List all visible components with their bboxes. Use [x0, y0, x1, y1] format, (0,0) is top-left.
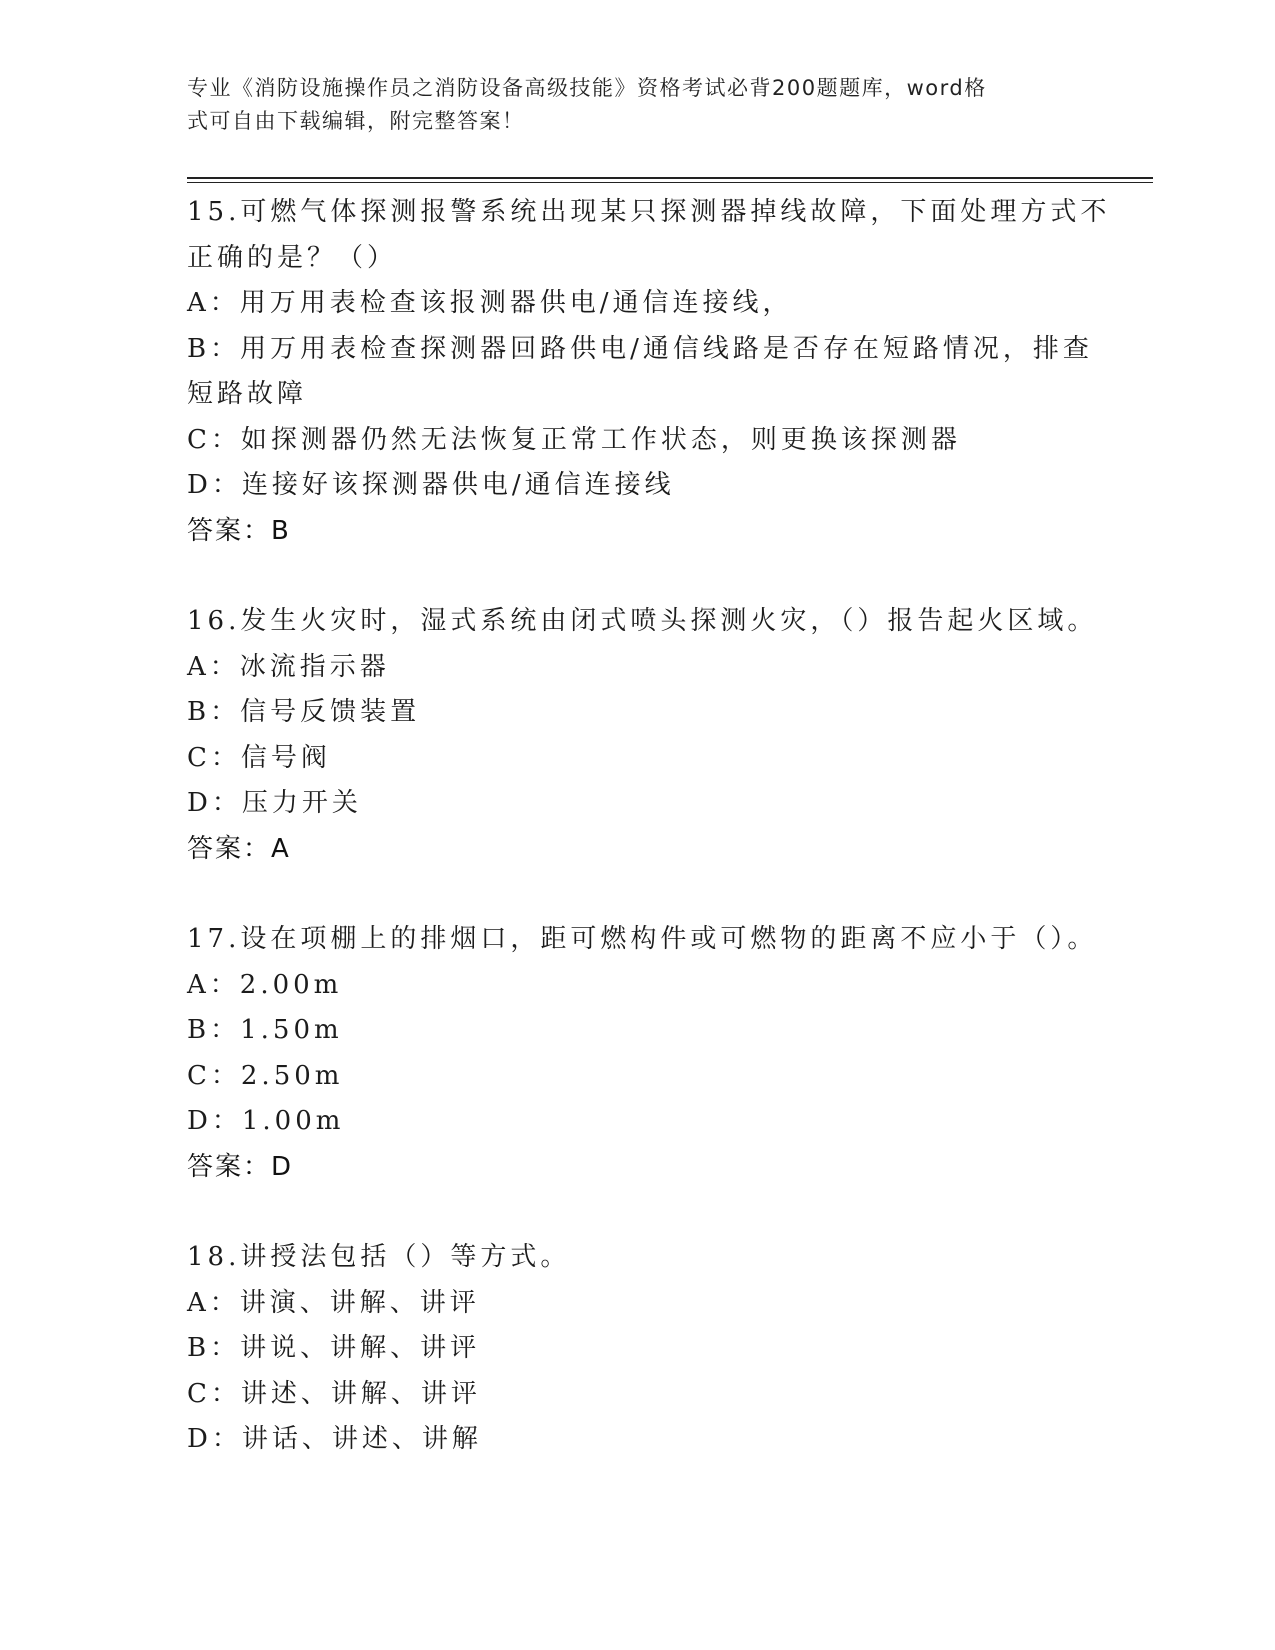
option-b: B：用万用表检查探测器回路供电/通信线路是否存在短路情况，排查 [187, 333, 1093, 364]
question-stem-continued: 正确的是？（） [187, 242, 398, 273]
option-b: B：讲说、讲解、讲评 [187, 1333, 481, 1363]
option-d: D：连接好该探测器供电/通信连接线 [187, 470, 675, 500]
question-17 [187, 917, 1098, 1190]
question-15 [187, 190, 1111, 554]
question-stem: 15.可燃气体探测报警系统出现某只探测器掉线故障，下面处理方式不 [187, 197, 1111, 227]
option-d: D：1.00m [187, 1106, 345, 1136]
option-a: A：用万用表检查该报测器供电/通信连接线， [187, 288, 793, 318]
question-18 [187, 1235, 1087, 1463]
question-stem: 17.设在项棚上的排烟口，距可燃构件或可燃物的距离不应小于（）。 [187, 924, 1098, 954]
option-a: A：冰流指示器 [187, 651, 390, 682]
question-stem: 18.讲授法包括（）等方式。 [187, 1242, 571, 1272]
option-b: B：信号反馈装置 [187, 697, 421, 727]
option-a: A：讲演、讲解、讲评 [187, 1287, 480, 1318]
header-line-1: 专业《消防设施操作员之消防设备高级技能》资格考试必背200题题库，word格 [187, 76, 987, 100]
header-divider-thin [187, 182, 1153, 183]
question-list [187, 190, 1111, 1508]
option-b: B：1.50m [187, 1015, 343, 1045]
option-a: A：2.00m [187, 969, 343, 1000]
question-16 [187, 599, 1098, 872]
option-d: D：讲话、讲述、讲解 [187, 1424, 482, 1454]
option-c: C：如探测器仍然无法恢复正常工作状态，则更换该探测器 [187, 424, 961, 455]
question-stem: 16.发生火灾时，湿式系统由闭式喷头探测火灾，（）报告起火区域。 [187, 606, 1098, 636]
option-c: C：信号阀 [187, 742, 331, 773]
document-header [187, 72, 1067, 138]
option-d: D：压力开关 [187, 788, 362, 818]
option-c: C：讲述、讲解、讲评 [187, 1378, 481, 1409]
header-divider-thick [187, 177, 1153, 179]
answer-label: 答案：A [187, 833, 291, 864]
option-b-continued: 短路故障 [187, 379, 308, 409]
option-c: C：2.50m [187, 1060, 344, 1091]
answer-label: 答案：D [187, 1151, 294, 1182]
answer-label: 答案：B [187, 515, 291, 546]
header-line-2: 式可自由下载编辑，附完整答案！ [187, 109, 525, 133]
